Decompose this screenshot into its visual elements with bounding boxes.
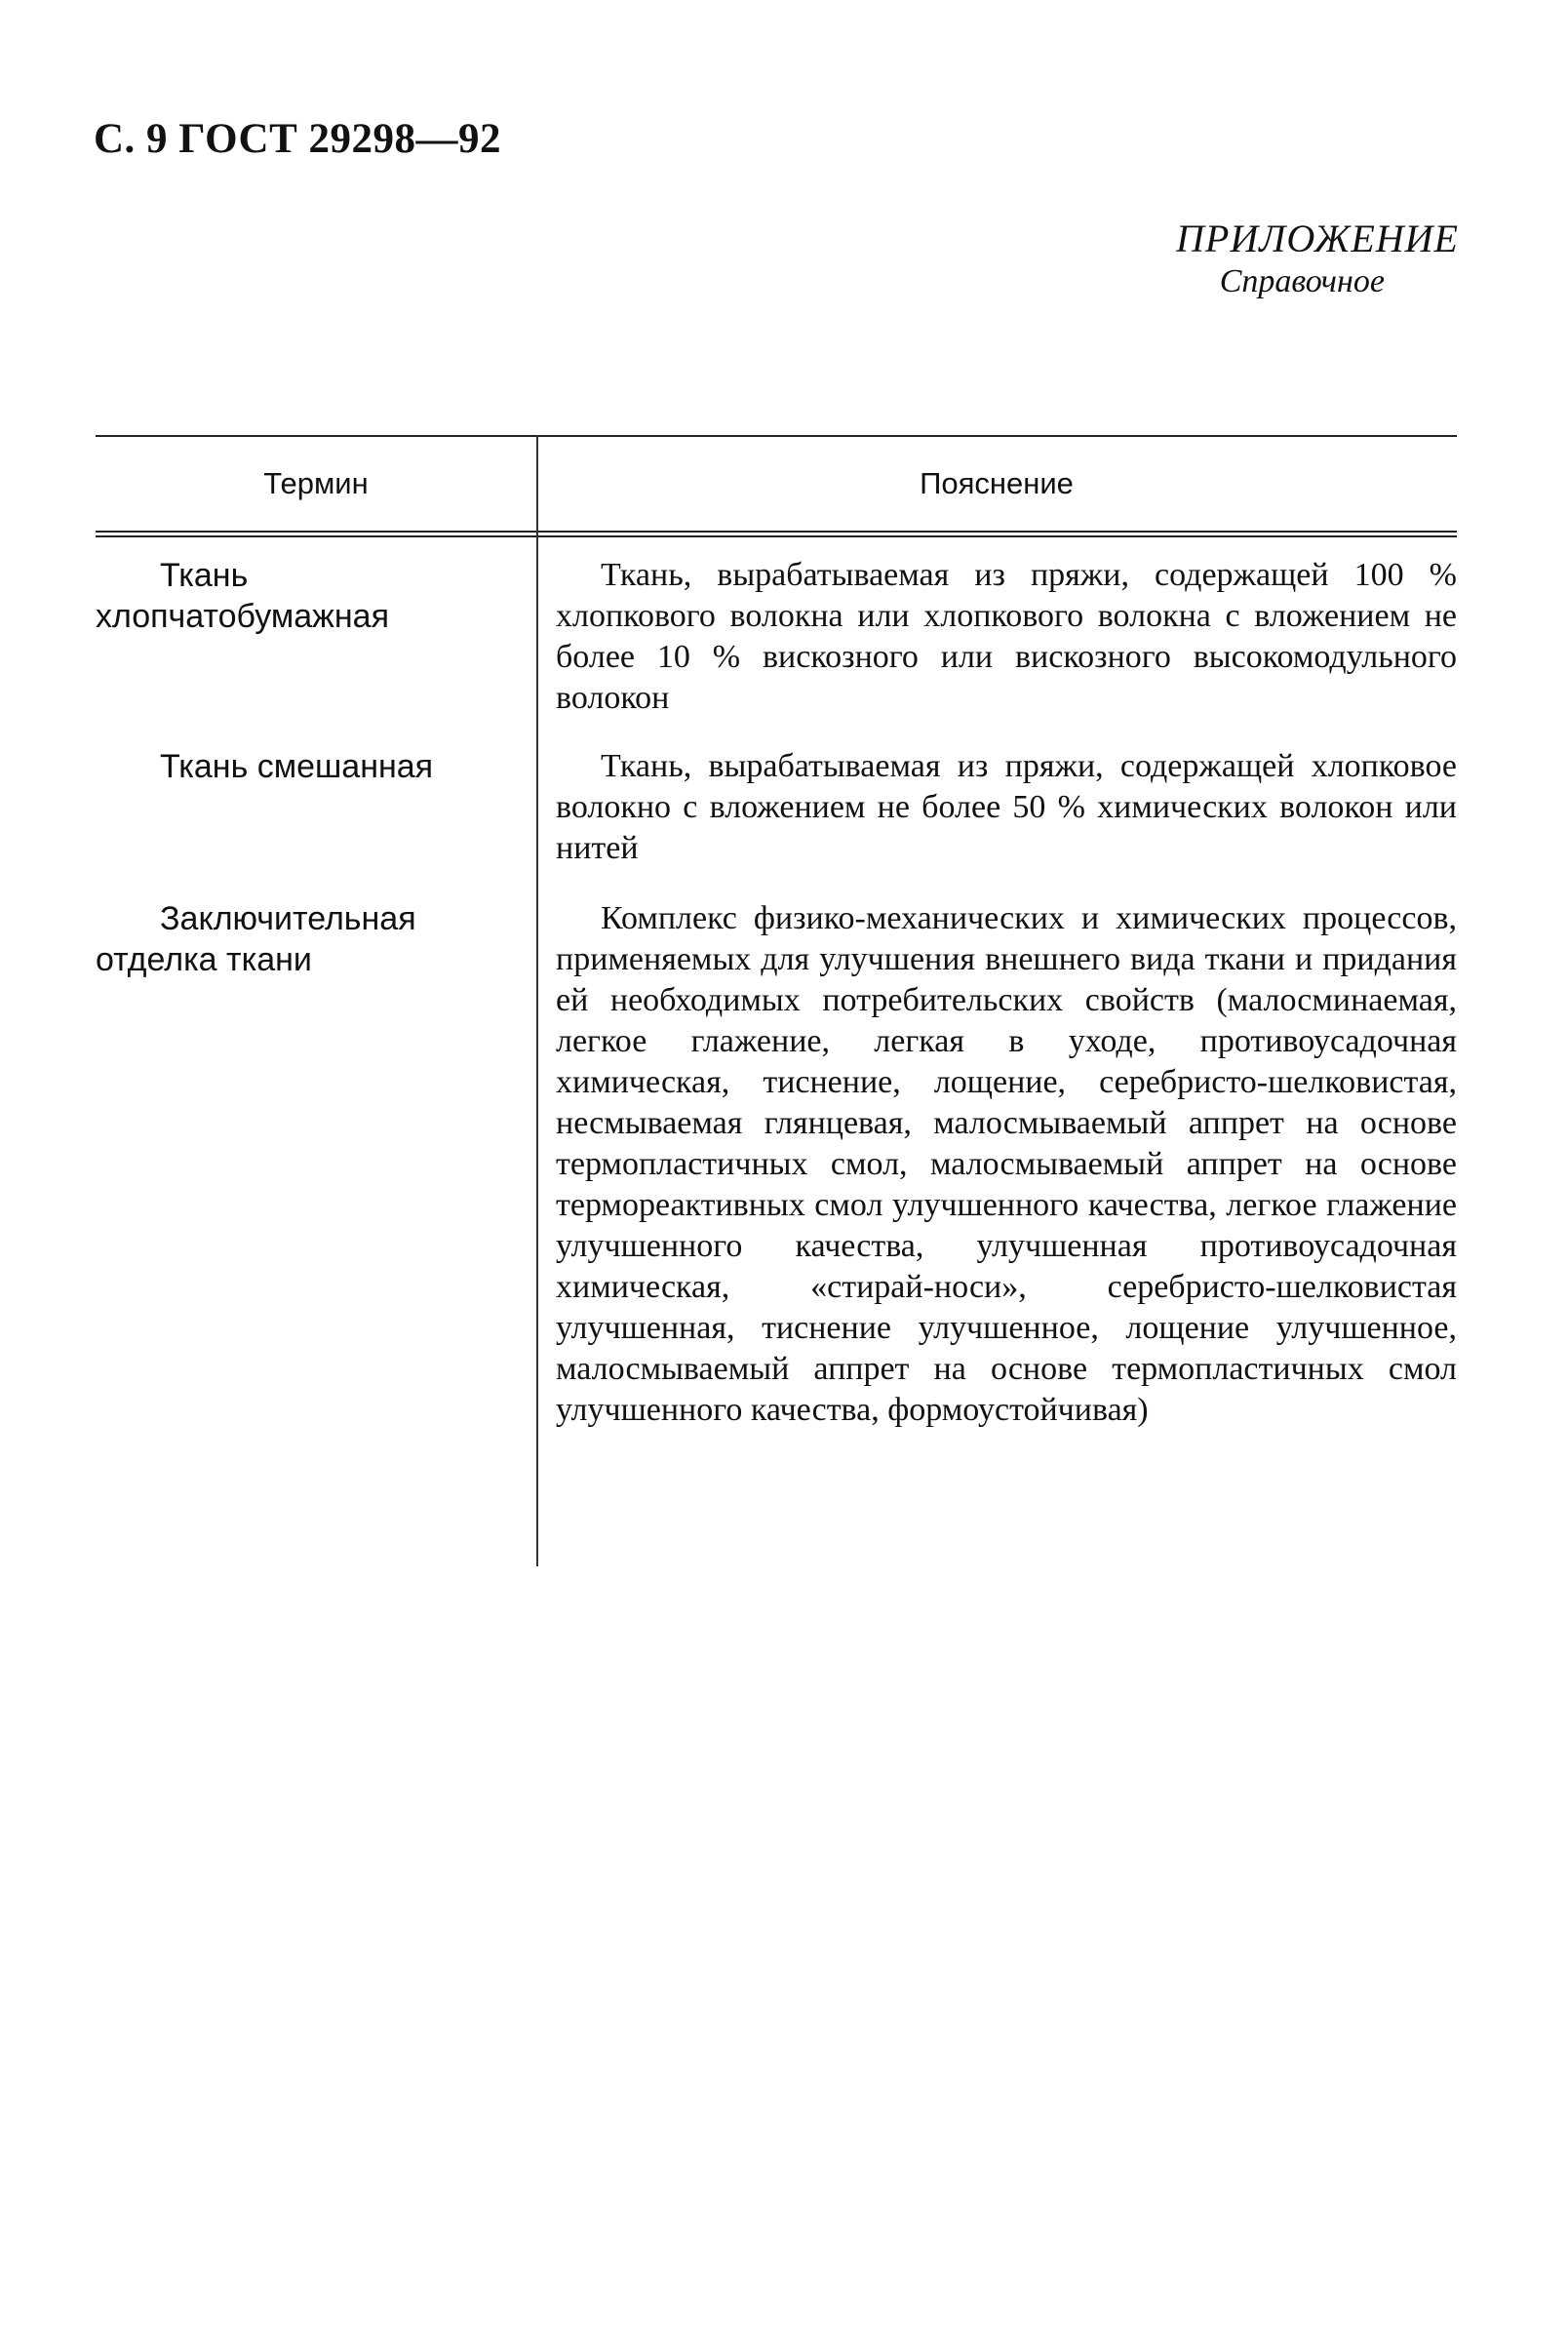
table-header-row: [96, 437, 1457, 531]
explanation-text: Комплекс физико-механических и химических процессов, применяемых для улучшения внешнего вида ткани и придания ей необходимых потребительских свойств (малосминаемая, легкое глажение, легкая в уходе, противоусадочная химическая, тиснение, лощение, серебристо-шелковистая, несмываемая глянцевая, малосмываемый аппрет на основе термопластичных смол, малосмываемый аппрет на основе термореактивных смол улучшенного качества, легкое глажение улучшенного качества, улучшенная противоусадочная химическая, «стирай-носи», серебристо-шелковистая улучшенная, тиснение улучшенное, лощение улучшенное, малосмываемый аппрет на основе термопластичных смол улучшенного качества, формоустойчивая): [556, 900, 1457, 1428]
explanation-cell: [536, 898, 1457, 1431]
terms-table: [96, 435, 1457, 1431]
table-header-double-rule: [96, 531, 1457, 537]
column-header-term: Термин: [263, 466, 369, 500]
page-header: С. 9 ГОСТ 29298—92: [94, 116, 502, 162]
term-cell: [96, 898, 536, 1431]
explanation-cell: [536, 555, 1457, 719]
appendix-subtitle: Справочное: [1219, 263, 1385, 299]
explanation-cell: [536, 746, 1457, 869]
term-text: Ткань смешанная: [160, 748, 434, 785]
column-divider: [536, 435, 538, 1566]
term-cell: [96, 555, 536, 719]
term-cell: [96, 746, 536, 869]
column-header-explanation: Пояснение: [920, 466, 1074, 500]
appendix-title: ПРИЛОЖЕНИЕ: [1176, 217, 1459, 260]
term-text: Ткань хлопчатобумажная: [96, 557, 389, 635]
term-text: Заключительная отделка ткани: [96, 900, 416, 978]
explanation-text: Ткань, вырабатываемая из пряжи, содержащей хлопковое волокно с вложением не более 50 % химических волокон или нитей: [556, 748, 1457, 866]
table-row: [96, 869, 1457, 1431]
table-row: [96, 719, 1457, 869]
explanation-text: Ткань, вырабатываемая из пряжи, содержащей 100 % хлопкового волокна или хлопкового волокна с вложением не более 10 % вискозного или вискозного высокомодульного волокон: [556, 557, 1457, 716]
table-row: [96, 537, 1457, 719]
appendix-block: [1176, 217, 1459, 302]
